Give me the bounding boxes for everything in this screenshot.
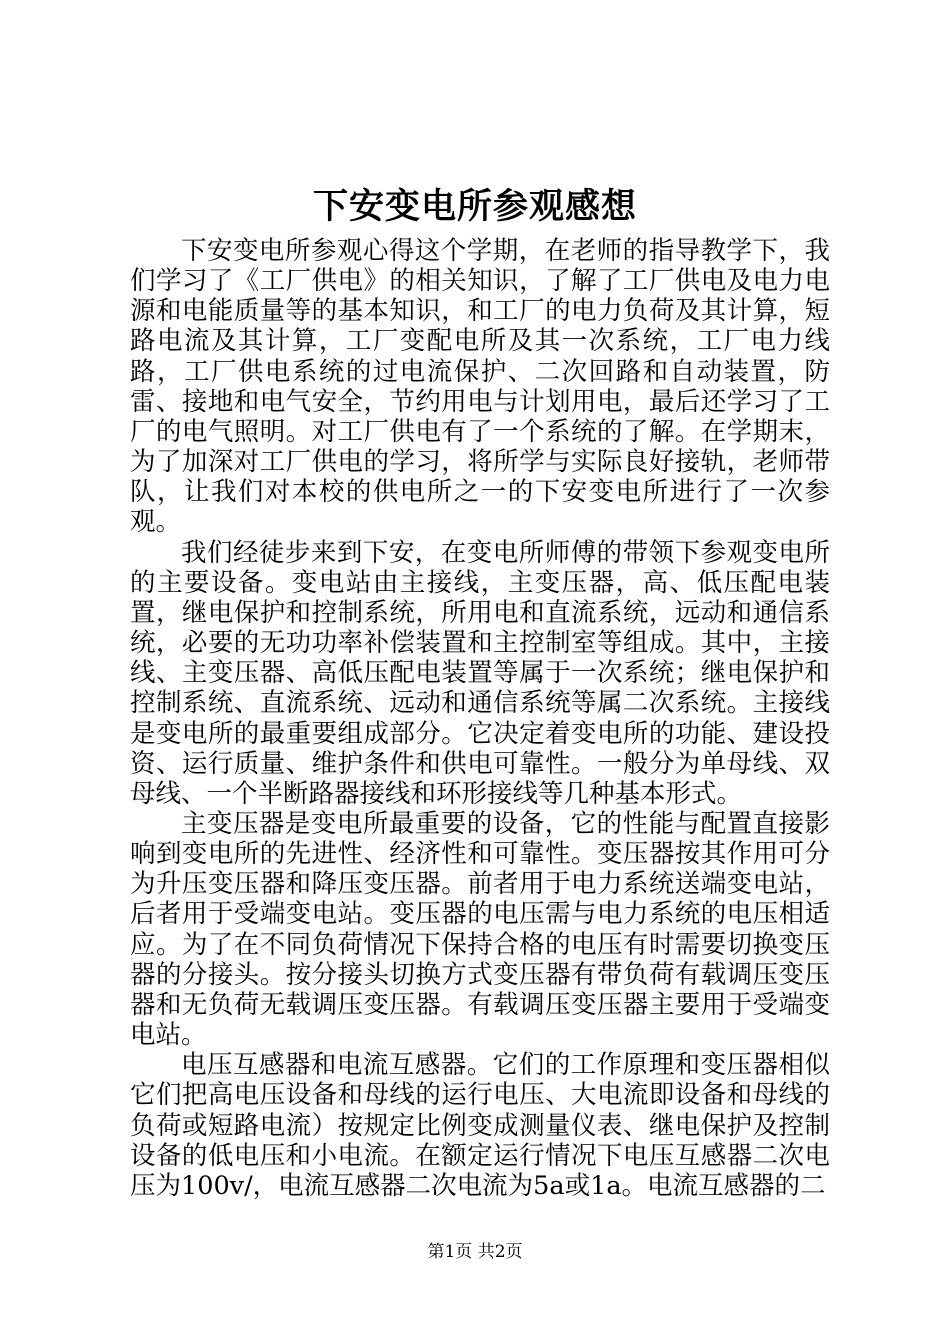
document-body [130,236,830,1201]
page-footer: 第1页 共2页 [427,1242,523,1262]
paragraph-4: 电压互感器和电流互感器。它们的工作原理和变压器相似它们把高电压设备和母线的运行电压、大电流即设备和母线的负荷或短路电流）按规定比例变成测量仪表、继电保护及控制设备的低电压和小电流。在额定运行情况下电压互感器二次电压为100v/，电流互感器二次电流为5a或1a。电流互感器的二 [130,1050,830,1201]
document-title: 下安变电所参观感想 [312,186,637,227]
paragraph-1: 下安变电所参观心得这个学期，在老师的指导教学下，我们学习了《工厂供电》的相关知识，了解了工厂供电及电力电源和电能质量等的基本知识，和工厂的电力负荷及其计算，短路电流及其计算，工厂变配电所及其一次系统，工厂电力线路，工厂供电系统的过电流保护、二次回路和自动装置，防雷、接地和电气安全，节约用电与计划用电，最后还学习了工厂的电气照明。对工厂供电有了一个系统的了解。在学期末，为了加深对工厂供电的学习，将所学与实际良好接轨，老师带队，让我们对本校的供电所之一的下安变电所进行了一次参观。 [130,236,830,538]
paragraph-2: 我们经徒步来到下安，在变电所师傅的带领下参观变电所的主要设备。变电站由主接线，主变压器，高、低压配电装置，继电保护和控制系统，所用电和直流系统，远动和通信系统，必要的无功功率补偿装置和主控制室等组成。其中，主接线、主变压器、高低压配电装置等属于一次系统；继电保护和控制系统、直流系统、远动和通信系统等属二次系统。主接线是变电所的最重要组成部分。它决定着变电所的功能、建设投资、运行质量、维护条件和供电可靠性。一般分为单母线、双母线、一个半断路器接线和环形接线等几种基本形式。 [130,537,830,809]
paragraph-3: 主变压器是变电所最重要的设备，它的性能与配置直接影响到变电所的先进性、经济性和可靠性。变压器按其作用可分为升压变压器和降压变压器。前者用于电力系统送端变电站，后者用于受端变电站。变压器的电压需与电力系统的电压相适应。为了在不同负荷情况下保持合格的电压有时需要切换变压器的分接头。按分接头切换方式变压器有带负荷有载调压变压器和无负荷无载调压变压器。有载调压变压器主要用于受端变电站。 [130,808,830,1051]
